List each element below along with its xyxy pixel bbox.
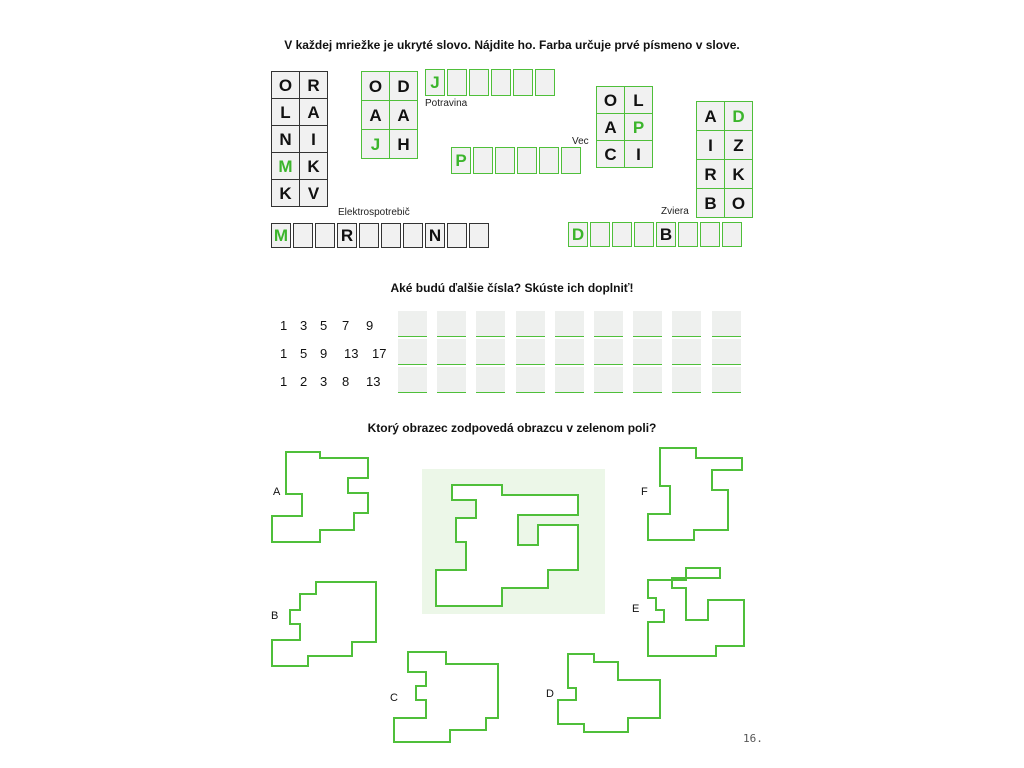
p4-grid-cell: O [724,188,753,218]
hint-animal: Zviera [661,206,689,217]
p1-answer-box[interactable]: N [425,223,445,248]
sequence-number: 13 [366,374,381,389]
hint-thing: Vec [572,136,589,147]
p4-grid-cell: A [696,101,725,131]
p1-grid-cell: A [299,98,328,126]
p4-grid-cell: Z [724,130,753,160]
p1-answer-box[interactable]: R [337,223,357,248]
sequence-number: 3 [300,318,308,333]
p1-answer-box[interactable]: M [271,223,291,248]
p2-grid-cell: H [389,129,418,159]
shape-e[interactable] [648,568,744,656]
sequence-number: 8 [342,374,350,389]
sequence-number: 5 [300,346,308,361]
p1-grid-cell: M [271,152,300,180]
p4-grid-cell: I [696,130,725,160]
p2-grid-cell: D [389,71,418,101]
label-f: F [641,486,648,498]
instruction-shapes: Ktorý obrazec zodpovedá obrazcu v zelenom poli? [367,421,657,435]
sequence-number: 2 [300,374,308,389]
p1-grid-cell: N [271,125,300,153]
p3-grid-cell: O [596,86,625,114]
p1-grid-cell: V [299,179,328,207]
sequence-number: 5 [320,318,328,333]
p2-answer-box[interactable]: J [425,69,445,96]
p3-grid-cell: C [596,140,625,168]
shape-c[interactable] [394,652,498,742]
p2-grid-cell: O [361,71,390,101]
p3-grid-cell: P [624,113,653,141]
p2-grid-cell: A [389,100,418,130]
sequence-number: 13 [344,346,359,361]
p3-grid-cell: A [596,113,625,141]
sequence-number: 17 [372,346,387,361]
page-number: 16. [743,732,763,745]
hint-electronics: Elektrospotrebič [338,207,410,218]
label-a: A [273,486,281,498]
shape-a[interactable] [272,452,368,542]
label-c: C [390,692,398,704]
shape-d[interactable] [558,654,660,732]
sequence-number: 3 [320,374,328,389]
p1-grid-cell: I [299,125,328,153]
label-d: D [546,688,554,700]
sequence-number: 9 [320,346,328,361]
p1-grid-cell: O [271,71,300,99]
p2-grid-cell: J [361,129,390,159]
p4-grid-cell: K [724,159,753,189]
p1-grid-cell: K [299,152,328,180]
p4-grid-cell: R [696,159,725,189]
p3-answer-box[interactable]: P [451,147,471,174]
instruction-hidden-word: V každej mriežke je ukryté slovo. Nájdite ho. Farba určuje prvé písmeno v slove. [284,38,740,52]
sequence-number: 1 [280,318,288,333]
sequence-number: 7 [342,318,350,333]
p4-grid-cell: B [696,188,725,218]
p1-grid-cell: K [271,179,300,207]
p4-grid-cell: D [724,101,753,131]
sequence-number: 9 [366,318,374,333]
shape-f[interactable] [648,448,742,540]
label-b: B [271,610,279,622]
p4-answer-box[interactable]: B [656,222,676,247]
sequence-number: 1 [280,374,288,389]
shape-b[interactable] [272,582,376,666]
label-e: E [632,603,640,615]
p1-grid-cell: L [271,98,300,126]
p2-grid-cell: A [361,100,390,130]
p4-answer-box[interactable]: D [568,222,588,247]
p3-grid-cell: L [624,86,653,114]
instruction-sequences: Aké budú ďalšie čísla? Skúste ich doplniť! [390,281,634,295]
sequence-number: 1 [280,346,288,361]
hint-food: Potravina [425,98,468,109]
p1-grid-cell: R [299,71,328,99]
p3-grid-cell: I [624,140,653,168]
